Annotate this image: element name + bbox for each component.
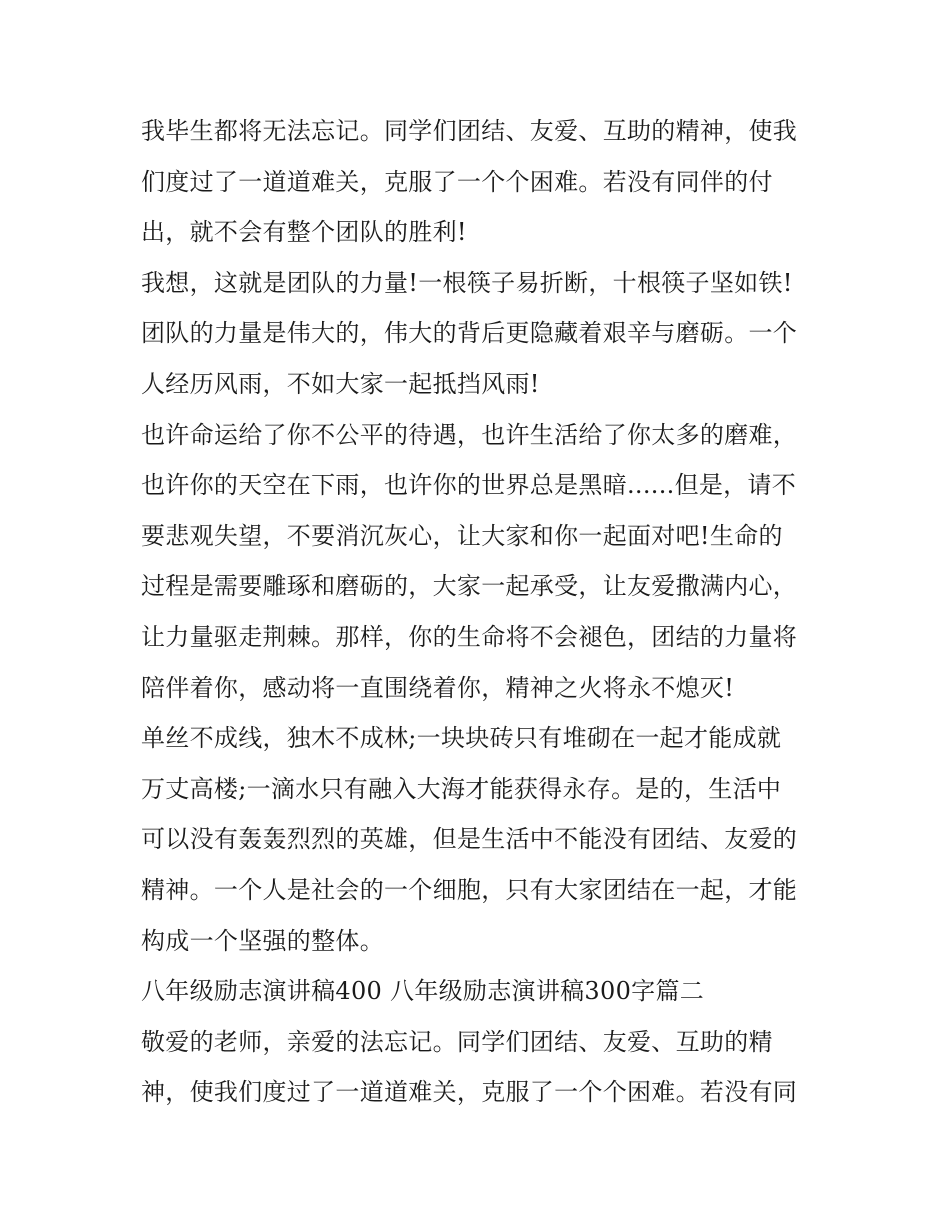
section-heading: 八年级励志演讲稿400 八年级励志演讲稿300字篇二 bbox=[141, 977, 705, 1006]
text-line: 过程是需要雕琢和磨砺的，大家一起承受，让友爱撒满内心， bbox=[141, 572, 798, 601]
text-line: 构成一个坚强的整体。 bbox=[141, 926, 384, 955]
text-line: 陪伴着你，感动将一直围绕着你，精神之火将永不熄灭! bbox=[141, 673, 735, 702]
text-line: 我想，这就是团队的力量!一根筷子易折断，十根筷子坚如铁! bbox=[141, 268, 793, 297]
text-line: 人经历风雨，不如大家一起抵挡风雨! bbox=[141, 369, 540, 398]
text-line: 精神。一个人是社会的一个细胞，只有大家团结在一起，才能 bbox=[141, 875, 798, 904]
document-body bbox=[141, 106, 821, 1118]
text-line: 让力量驱走荆棘。那样，你的生命将不会褪色，团结的力量将 bbox=[141, 622, 798, 651]
text-line: 万丈高楼;一滴水只有融入大海才能获得永存。是的，生活中 bbox=[141, 774, 782, 803]
text-line: 也许你的天空在下雨，也许你的世界总是黑暗......但是，请不 bbox=[141, 471, 797, 500]
text-line: 可以没有轰轰烈烈的英雄，但是生活中不能没有团结、友爱的 bbox=[141, 825, 798, 854]
text-line: 单丝不成线，独木不成林;一块块砖只有堆砌在一起才能成就 bbox=[141, 724, 782, 753]
text-line: 出，就不会有整个团队的胜利! bbox=[141, 218, 467, 247]
text-line: 也许命运给了你不公平的待遇，也许生活给了你太多的磨难， bbox=[141, 420, 798, 449]
text-line: 神，使我们度过了一道道难关，克服了一个个困难。若没有同 bbox=[141, 1078, 798, 1107]
text-line: 要悲观失望，不要消沉灰心，让大家和你一起面对吧!生命的 bbox=[141, 521, 783, 550]
text-line: 敬爱的老师，亲爱的法忘记。同学们团结、友爱、互助的精 bbox=[141, 1027, 773, 1056]
text-line: 们度过了一道道难关，克服了一个个困难。若没有同伴的付 bbox=[141, 167, 773, 196]
text-line: 团队的力量是伟大的，伟大的背后更隐藏着艰辛与磨砺。一个 bbox=[141, 319, 798, 348]
text-line: 我毕生都将无法忘记。同学们团结、友爱、互助的精神，使我 bbox=[141, 117, 798, 145]
